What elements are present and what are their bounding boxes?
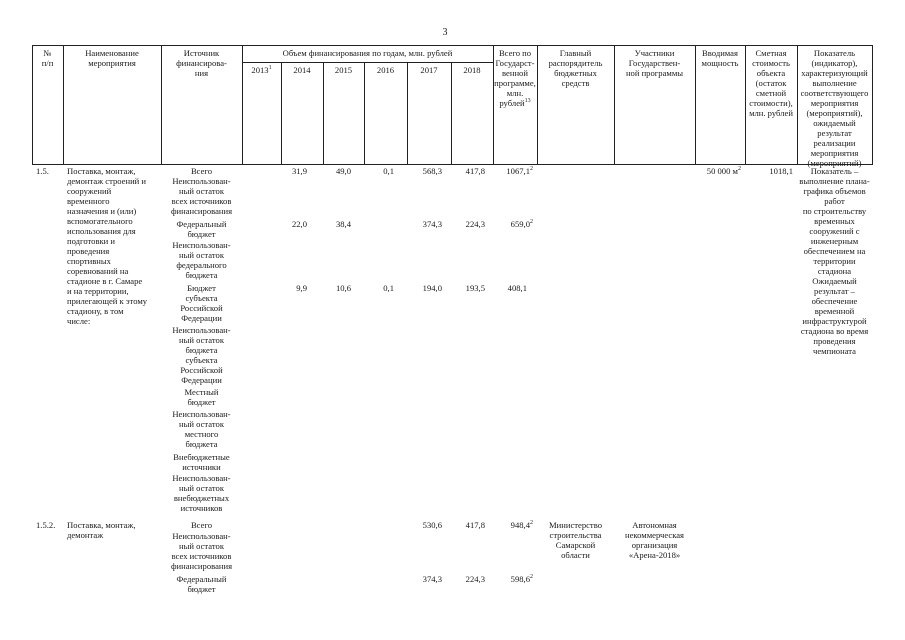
row-1-5-v2018-regional: 193,5 (465, 283, 485, 293)
header-capacity: Вводимая мощность (701, 48, 739, 68)
header-year-2013: 2013$^1$ (251, 65, 272, 75)
header-participants: Участники Государствен- ной программы (625, 48, 684, 78)
row-1-5-v2018-total: 417,8 (465, 166, 485, 176)
row-1-5-2-name: Поставка, монтаж, демонтаж (67, 520, 136, 540)
row-1-5-source-8: Внебюджетные источники (173, 452, 230, 472)
row-1-5-source-1: Неиспользован- ный остаток всех источников финансирования (170, 176, 233, 216)
row-1-5-2-source-1: Неиспользован- ный остаток всех источников финансирования (170, 531, 233, 571)
header-year-2017: 2017 (420, 65, 438, 75)
row-1-5-source-0: Всего (190, 166, 213, 176)
header-num: № п/п (41, 48, 54, 68)
row-1-5-v2015-federal: 38,4 (335, 219, 351, 229)
header-total: Всего по Государст- венной программе, млн. рублей$^{13}$ (494, 48, 536, 108)
row-1-5-num: 1.5. (36, 166, 49, 176)
header-volume: Объем финансирования по годам, млн. рублей (282, 48, 453, 58)
row-1-5-v2017-regional: 194,0 (422, 283, 442, 293)
row-1-5-source-4: Бюджет субъекта Российской Федерации (180, 283, 223, 323)
row-1-5-source-2: Федеральный бюджет (176, 219, 227, 239)
row-1-5-2-v2018-total: 417,8 (465, 520, 485, 530)
row-1-5-v2014-total: 31,9 (291, 166, 307, 176)
row-1-5-indicator: Показатель – выполнение плана- графика объемов работ по строительству временных сооружений с инженерным обеспечением на территории стадиона Ожидаемый результат – обеспечение временной инфраструктурой стадиона во время проведения чемпионата (799, 166, 870, 356)
row-1-5-2-v2017-federal: 374,3 (422, 574, 442, 584)
row-1-5-2-v2017-total: 530,6 (422, 520, 442, 530)
row-1-5-source-3: Неиспользован- ный остаток федерального бюджета (172, 240, 231, 280)
page-number: 3 (442, 27, 448, 38)
row-1-5-2-participants: Автономная некоммерческая организация «Арена-2018» (624, 520, 685, 560)
row-1-5-v2015-total: 49,0 (335, 166, 351, 176)
row-1-5-2-source-2: Федеральный бюджет (176, 574, 227, 594)
row-1-5-2-manager: Министерство строительства Самарской области (549, 520, 602, 560)
row-1-5-name: Поставка, монтаж, демонтаж строений и сооружений временного назначения и (или) вспомогательного использования для подготовки и проведения спортивных соревнований на стадионе в г. Самаре и на территории, прилегающей к этому стадиону, в том числе: (67, 166, 148, 326)
header-source: Источник финансирова- ния (176, 48, 227, 78)
header-year-2014: 2014 (293, 65, 311, 75)
row-1-5-v2017-federal: 374,3 (422, 219, 442, 229)
row-1-5-2-num: 1.5.2. (36, 520, 56, 530)
row-1-5-2-v2018-federal: 224,3 (465, 574, 485, 584)
row-1-5-total-all: 1067,1$^2$ (506, 166, 533, 176)
row-1-5-estimate: 1018,1 (769, 166, 793, 176)
row-1-5-v2015-regional: 10,6 (335, 283, 351, 293)
row-1-5-source-6: Местный бюджет (184, 387, 219, 407)
row-1-5-v2016-total: 0,1 (383, 166, 394, 176)
header-year-2018: 2018 (463, 65, 481, 75)
row-1-5-v2016-regional: 0,1 (383, 283, 394, 293)
row-1-5-v2014-federal: 22,0 (291, 219, 307, 229)
row-1-5-total-federal: 659,0$^2$ (510, 219, 533, 229)
row-1-5-2-total-federal: 598,6$^2$ (510, 574, 533, 584)
row-1-5-total-regional: 408,1 (507, 283, 527, 293)
header-indicator: Показатель (индикатор), характеризующий выполнение соответствующего мероприятия (мероприятий), ожидаемый результат реализации мероприятия (мероприятий) (800, 48, 869, 168)
row-1-5-source-9: Неиспользован- ный остаток внебюджетных источников (172, 473, 231, 513)
row-1-5-2-total-all: 948,4$^2$ (510, 520, 533, 530)
header-year-2015: 2015 (334, 65, 353, 75)
row-1-5-source-7: Неиспользован- ный остаток местного бюджета (172, 409, 231, 449)
header-year-2016: 2016 (376, 65, 395, 75)
header-manager: Главный распорядитель бюджетных средств (548, 48, 603, 88)
row-1-5-2-source-0: Всего (190, 520, 213, 530)
header-name: Наименование мероприятия (85, 48, 139, 68)
row-1-5-source-5: Неиспользован- ный остаток бюджета субъекта Российской Федерации (172, 325, 231, 385)
header-estimate: Сметная стоимость объекта (остаток сметной стоимости), млн. рублей (749, 48, 793, 118)
row-1-5-capacity: 50 000 $м^2$ (706, 166, 741, 176)
row-1-5-v2014-regional: 9,9 (296, 283, 307, 293)
row-1-5-v2018-federal: 224,3 (465, 219, 485, 229)
row-1-5-v2017-total: 568,3 (422, 166, 442, 176)
